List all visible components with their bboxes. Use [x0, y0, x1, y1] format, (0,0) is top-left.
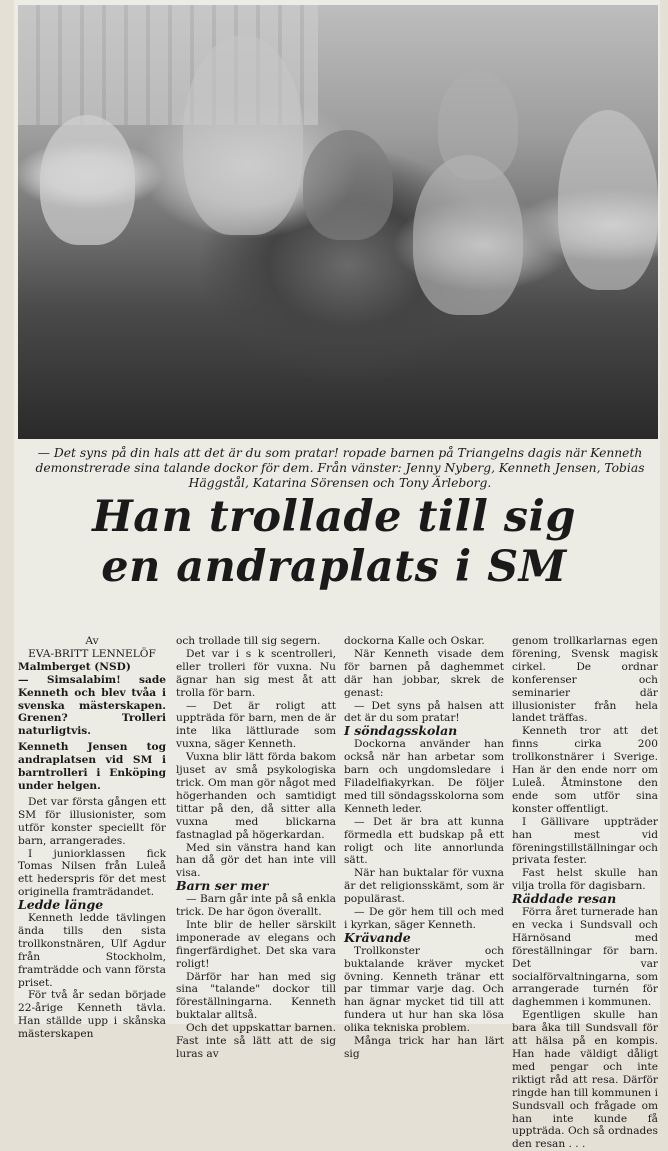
- paragraph: För två år sedan började 22-årige Kenneth tävla. Han ställde upp i skånska mästerskapen: [18, 989, 166, 1041]
- lead-paragraph-2: Kenneth Jensen tog andraplatsen vid SM i barntrolleri i Enköping under helgen.: [18, 741, 166, 792]
- paragraph: Därför har han med sig sina "talande" dockor till föreställningarna. Kenneth buktalar alltså.: [176, 970, 336, 1022]
- article-photo: [18, 5, 658, 439]
- child-figure-right: [558, 110, 658, 290]
- paragraph: Med sin vänstra hand kan han då gör det han inte vill visa.: [176, 841, 336, 880]
- paragraph: Fast helst skulle han vilja trolla för dagisbarn.: [512, 867, 658, 893]
- lead-paragraph: — Simsalabim! sade Kenneth och blev tvåa i svenska mästerskapen. Grenen? Trolleri naturligtvis.: [18, 673, 166, 738]
- paragraph: — De gör hem till och med i kyrkan, säger Kenneth.: [344, 906, 504, 931]
- paragraph: När han buktalar för vuxna är det religionsskämt, som är populärast.: [344, 867, 504, 906]
- paragraph: och trollade till sig segern.: [176, 635, 321, 647]
- paragraph: Många trick har han lärt sig: [344, 1035, 504, 1060]
- paragraph: Kenneth ledde tävlingen ända tills den sista trollkonstnären, Ulf Agdur från Stockholm, framträdde och vann första priset.: [18, 912, 166, 989]
- headline: [14, 492, 654, 592]
- byline-prefix: Av: [85, 635, 99, 647]
- child-figure-left: [40, 115, 135, 245]
- paragraph: dockorna Kalle och Oskar.: [344, 635, 485, 647]
- man-figure: [183, 35, 303, 235]
- paragraph: — Det syns på halsen att det är du som pratar!: [344, 699, 504, 725]
- paragraph: genom trollkarlarnas egen förening, Svensk magisk cirkel. De ordnar konferenser och seminarier där illusionister från hela landet träffas.: [512, 635, 658, 725]
- paragraph: Kenneth tror att det finns cirka 200 trollkonstnärer i Sverige. Han är den ende norr om Luleå. Åtminstone den ende som utför sina konster offentligt.: [512, 725, 658, 815]
- byline-author: EVA-BRITT LENNELÖF: [28, 647, 156, 660]
- photo-caption: — Det syns på din hals att det är du som pratar! ropade barnen på Triangelns dagis när Kenneth demonstrerade sina talande dockor för dem. Från vänster: Jenny Nyberg, Kenneth Jensen, Tobias Häggstål, Katarina Sörensen och Tony Ärleborg.: [35, 446, 645, 490]
- article-column-4: [512, 635, 658, 1151]
- paragraph: Det var i s k scentrolleri, eller trolleri för vuxna. Nu ägnar han sig mest åt att trolla för barn.: [176, 647, 336, 699]
- subheading: Ledde länge: [18, 897, 104, 913]
- headline-line-1: Han trollade till sig: [92, 492, 576, 542]
- paragraph: Det var första gången ett SM för illusionister, som utför konster speciellt för barn, arrangerades.: [18, 795, 166, 847]
- subheading: Räddade resan: [512, 891, 617, 907]
- paragraph: Förra året turnerade han en vecka i Sundsvall och Härnösand med föreställningar för barn. Det var socialförvaltningarna, som arrangerade turnén för daghemmen i kommunen.: [512, 906, 658, 1009]
- paragraph: Egentligen skulle han bara åka till Sundsvall för att hälsa på en kompis. Han hade väldigt dåligt med pengar och inte riktigt råd att resa. Därför ringde han till kommunen i Sundsvall och frågade om han inte kunde få uppträda. Och så ordnades den resan . . .: [512, 1009, 658, 1151]
- puppet-figure: [303, 130, 393, 240]
- dateline: Malmberget (NSD): [18, 660, 131, 673]
- paragraph: Vuxna blir lätt förda bakom ljuset av små psykologiska trick. Om man gör något med högerhanden och samtidigt tittar på den, då sitter alla vuxna med blickarna fastnaglad på högerkardan.: [176, 751, 336, 841]
- paragraph: — Det är bra att kunna förmedla ett budskap på ett roligt och lite annorlunda sätt.: [344, 815, 504, 867]
- paragraph: Dockorna använder han också när han arbetar som barn och ungdomsledare i Filadelfiakyrkan. De följer med till söndagsskolorna som Kenneth leder.: [344, 738, 504, 815]
- subheading: Krävande: [344, 929, 411, 945]
- article-column-3: [344, 635, 504, 1061]
- paragraph: När Kenneth visade dem för barnen på daghemmet där han jobbar, skrek de genast:: [344, 647, 504, 699]
- paragraph: Trollkonster och buktalande kräver mycket övning. Kenneth tränar ett par timmar varje dag. Och han ägnar mycket tid till att fundera ut hur han ska lösa olika tekniska problem.: [344, 944, 504, 1035]
- child-figure-back: [438, 70, 518, 180]
- paragraph: I Gällivare uppträder han mest vid föreningstillställningar och privata fester.: [512, 815, 658, 867]
- headline-line-2: en andraplats i SM: [101, 542, 567, 592]
- subheading: Barn ser mer: [176, 878, 269, 894]
- paragraph: Inte blir de heller särskilt imponerade av elegans och fingerfärdighet. Det ska vara roligt!: [176, 918, 336, 970]
- paragraph: Och det uppskattar barnen. Fast inte så lätt att de sig luras av: [176, 1022, 336, 1060]
- subheading: I söndagsskolan: [344, 723, 458, 739]
- paragraph: — Det är roligt att uppträda för barn, men de är inte lika lättlurade som vuxna, säger Kenneth.: [176, 699, 336, 751]
- paragraph: I juniorklassen fick Tomas Nilsen från Luleå ett hederspris för det mest originella framträdandet.: [18, 847, 166, 899]
- article-column-1: [18, 635, 166, 1041]
- article-column-2: [176, 635, 336, 1061]
- paragraph: — Barn går inte på så enkla trick. De har ögon överallt.: [176, 893, 336, 919]
